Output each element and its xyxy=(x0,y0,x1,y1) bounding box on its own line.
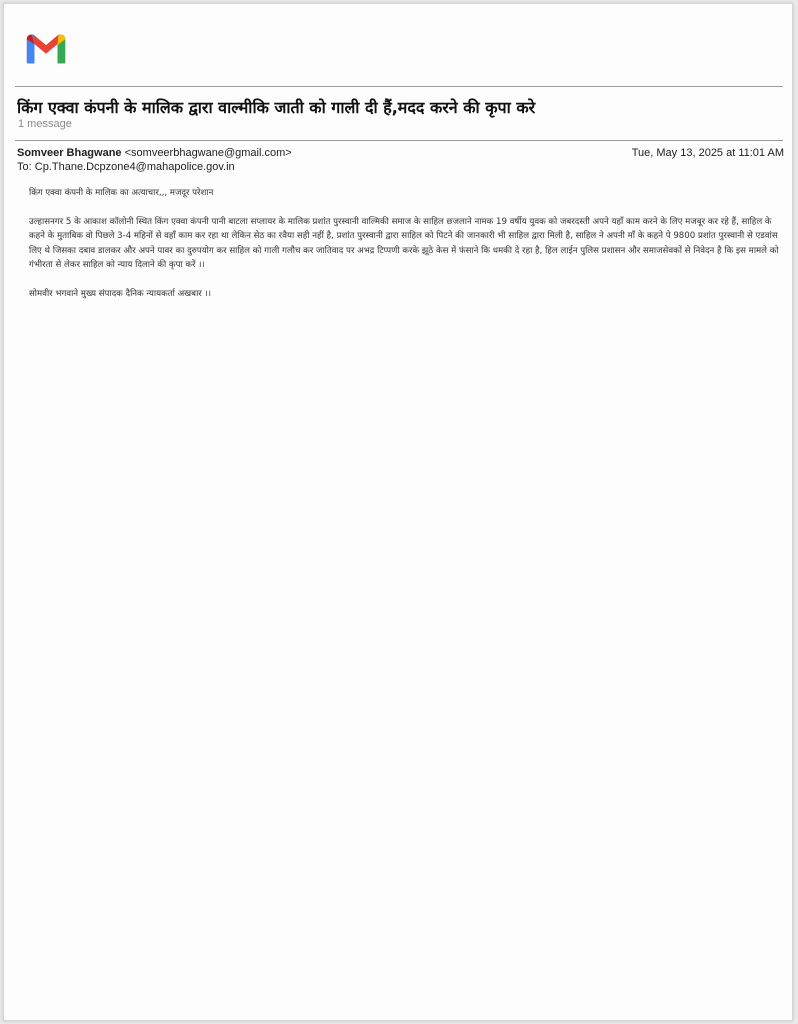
body-signature: सोमवीर भगवाने मुख्य संपादक दैनिक न्यायकर्ता अखबार ।। xyxy=(29,288,212,299)
email-date: Tue, May 13, 2025 at 11:01 AM xyxy=(631,147,784,159)
sender-email[interactable]: <somveerbhagwane@gmail.com> xyxy=(124,147,292,159)
sender-line xyxy=(17,147,292,159)
email-body xyxy=(29,186,784,302)
message-count: 1 message xyxy=(18,118,72,130)
sender-name: Somveer Bhagwane xyxy=(17,147,122,159)
subject-divider xyxy=(15,140,783,141)
recipient-line xyxy=(17,161,235,173)
header-divider xyxy=(15,86,783,87)
body-paragraph: उल्हासनगर 5 के आकाश कॉलोनी स्थित किंग एक्वा कंपनी पानी बाटला सप्लायर के मालिक प्रशांत पुरस्वानी वाल्मिकी समाज के साहिल छजलाने नामक 19 वर्षीय युवक को जबरदस्ती अपने यहाँ काम करने के लिए मजबूर कर रहे हैं, साहिल के कहने के मुताबिक वो पिछले 3-4 महिनों से वहाँ काम कर रहा था लेकिन सेठ का रवैया सही नहीं है, प्रशांत पुरस्वानी द्वारा साहिल को पिटने की जानकारी भी साहिल द्वारा मिली है, साहिल ने अपनी माँ के कहने पे 9800 प्रशांत पुरस्वानी से एडवांस लिए थे जिसका दबाव डालकर और अपने पावर का दुरुपयोग कर साहिल को गाली गलौच कर जातिवाद पर अभद्र टिप्पणी करके झूठे केस में फंसाने कि धमकी दे रहा है, हिल लाईन पुलिस प्रशासन और समाजसेवकों से निवेदन है कि इस मामले को गंभीरता से लेकर साहिल को न्याय दिलाने की कृपा करें ।। xyxy=(29,216,779,271)
recipient-email[interactable]: Cp.Thane.Dcpzone4@mahapolice.gov.in xyxy=(34,161,235,173)
body-greeting: किंग एक्वा कंपनी के मालिक का अत्याचार,,, मजदूर परेशान xyxy=(29,188,214,198)
to-label: To: xyxy=(17,161,32,173)
email-print-page xyxy=(3,3,793,1021)
gmail-logo-icon xyxy=(23,30,69,66)
email-subject: किंग एक्वा कंपनी के मालिक द्वारा वाल्मीकि जाती को गाली दी हैं,मदद करने की कृपा करे xyxy=(17,98,536,117)
